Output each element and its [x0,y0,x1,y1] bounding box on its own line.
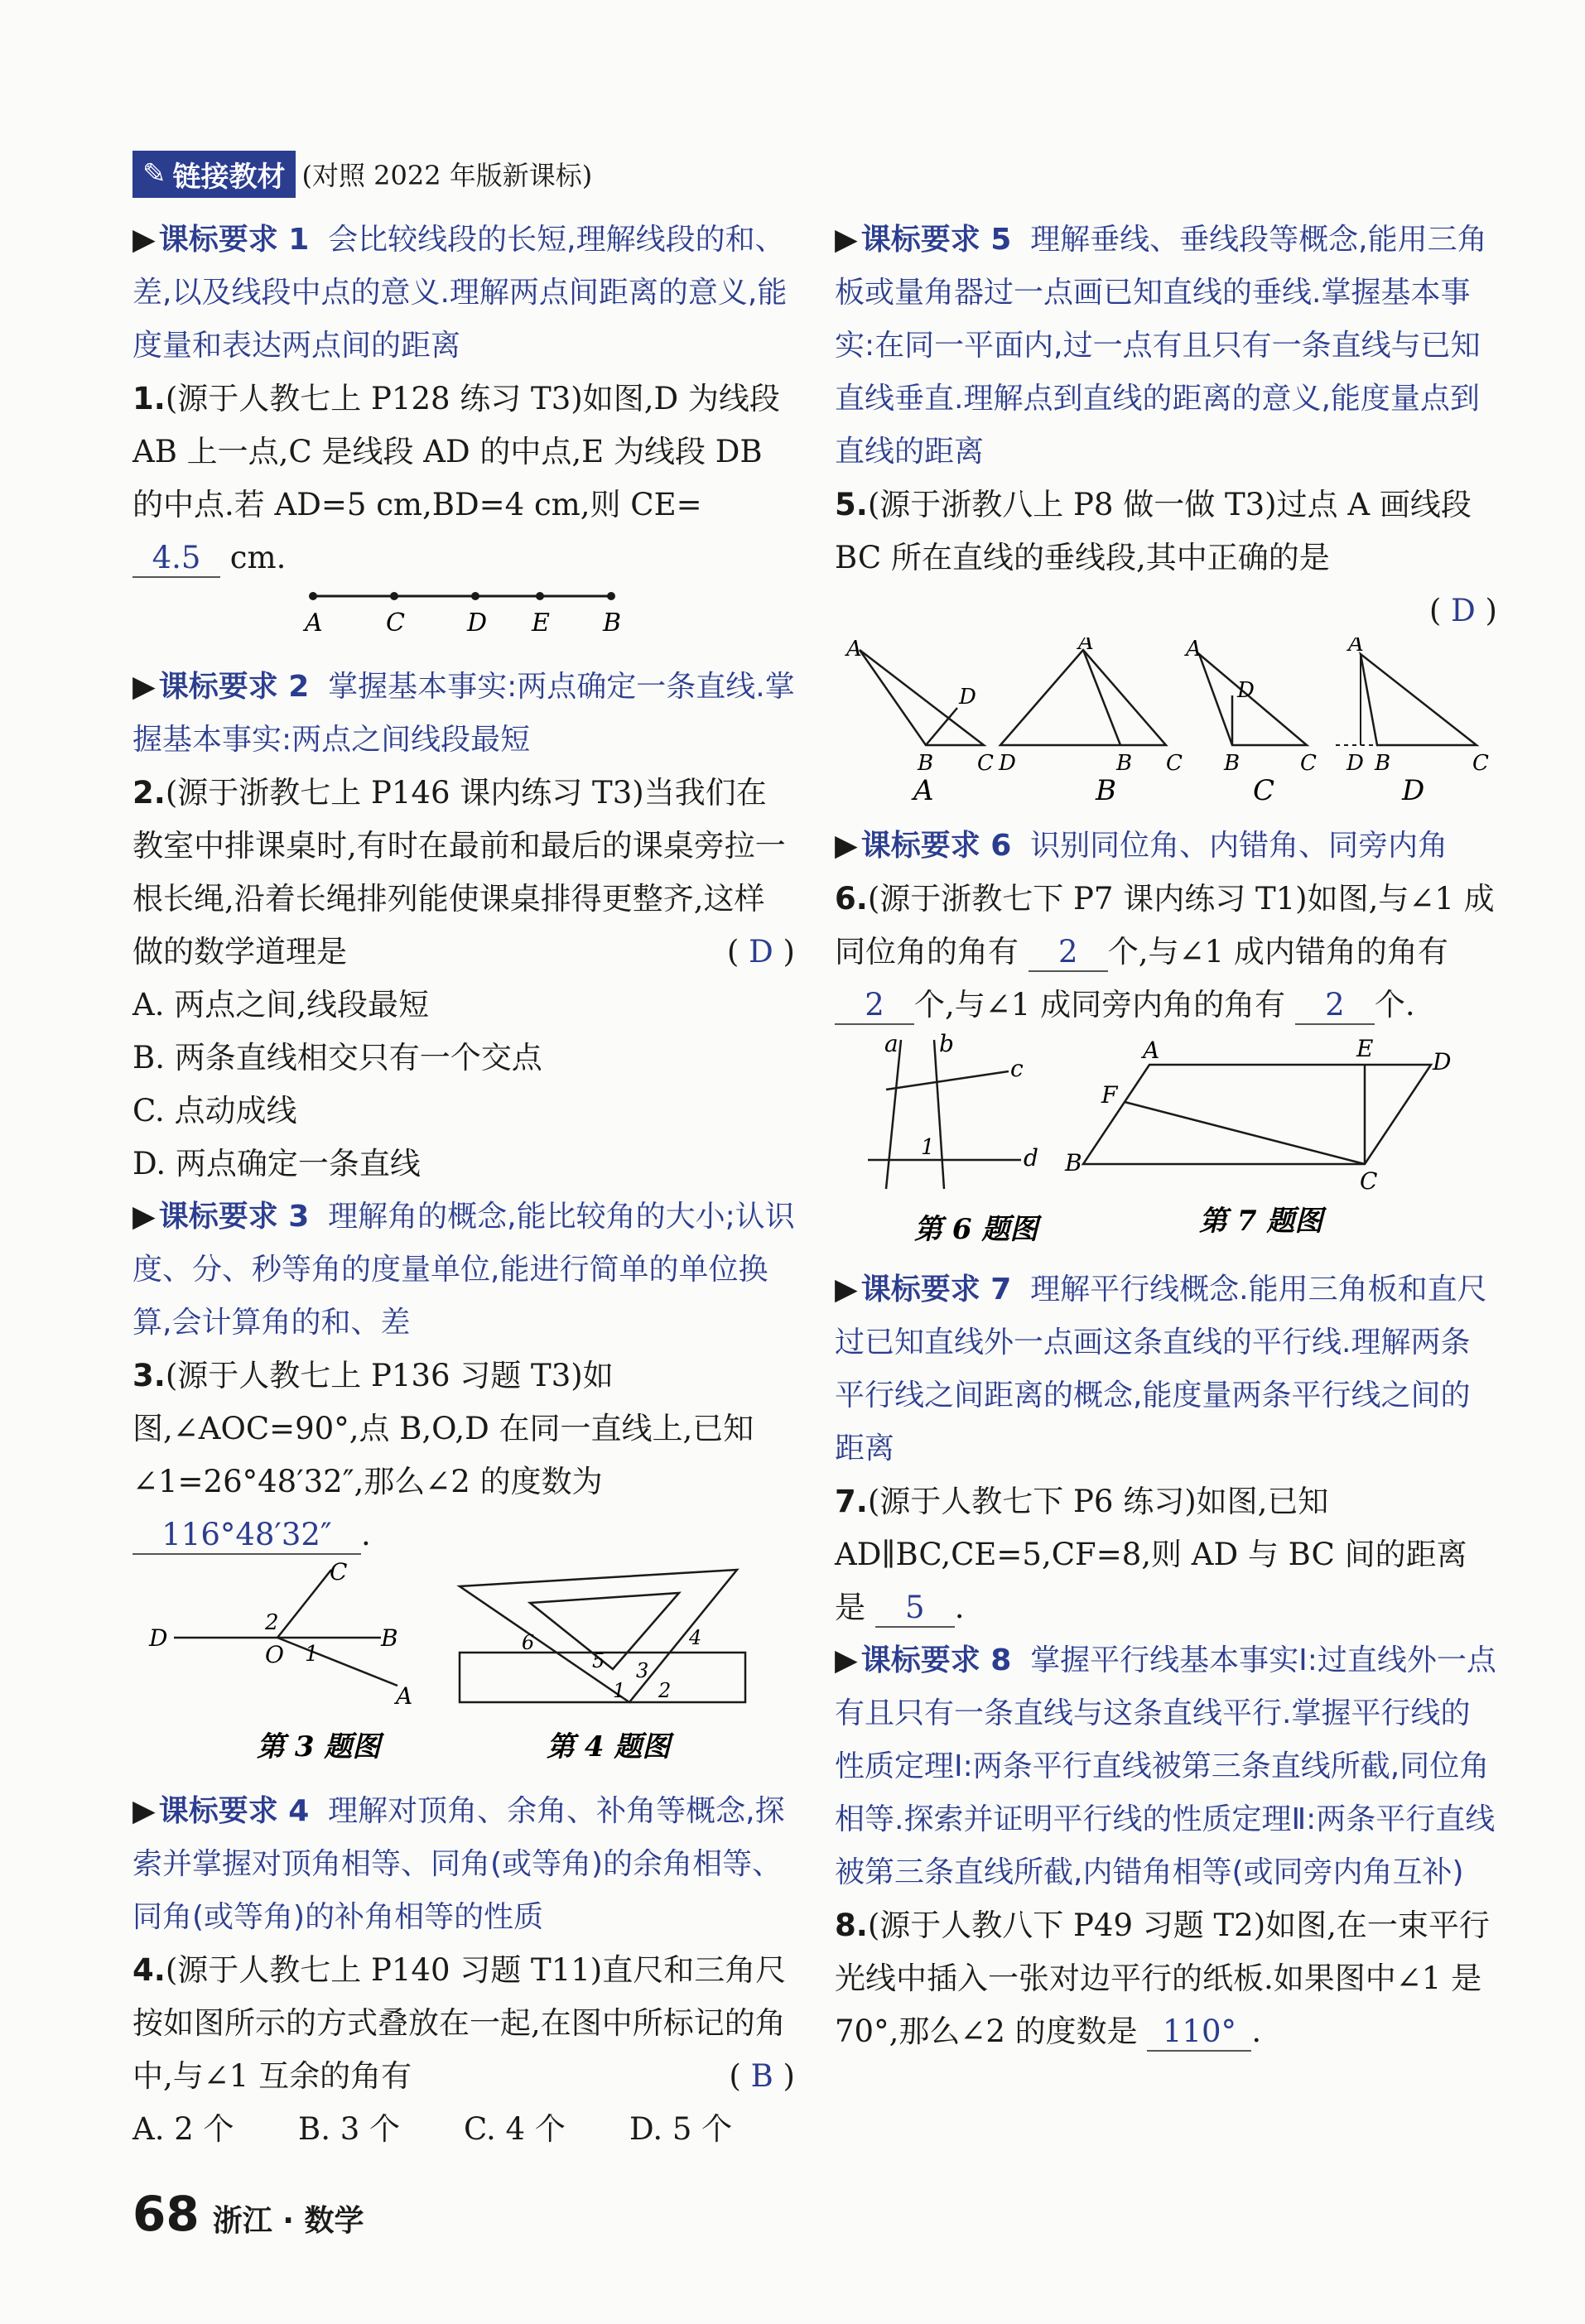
triangle-bullet-icon: ▶ [835,1643,858,1677]
label-c: c [1010,1055,1024,1082]
option-label-a: A [913,774,934,803]
question-end: . [954,1590,965,1625]
svg-text:B: B [1375,751,1391,776]
label-a: a [884,1032,898,1057]
point-a [309,592,317,600]
answer-choice: D [749,934,773,970]
option-label-b: B [1096,774,1116,803]
req-tag: 课标要求 1 [158,223,310,257]
question-number: 2. [132,775,166,811]
svg-text:D: D [1347,751,1364,776]
option-label-d: D [1402,774,1425,803]
parallelogram [1083,1065,1431,1164]
label-d: D [149,1624,168,1652]
svg-text:D: D [1237,678,1255,703]
section-header [132,151,592,197]
label-b: B [1065,1149,1082,1176]
option-figure-a [845,638,994,803]
option-d: D. 5 个 [629,2111,733,2147]
svg-text:A: A [1186,638,1202,662]
curriculum-requirement-3 [132,1191,795,1350]
req-tag: 课标要求 3 [158,1200,310,1234]
question-text: (源于人教七上 P128 练习 T3)如图,D 为线段 AB 上一点,C 是线段 AD 的中点,E 为线段 DB 的中点.若 AD=5 cm,BD=4 cm,则 CE= [132,381,780,522]
svg-text:B: B [918,751,934,776]
svg-text:B: B [1224,751,1241,776]
figure-q3 [148,1561,412,1763]
option-b: B. 两条直线相交只有一个交点 [132,1040,542,1075]
question-5 [835,479,1497,585]
figure-caption: 第 6 题图 [914,1213,1038,1246]
option-label-c: C [1253,774,1275,803]
figure-caption: 第 7 题图 [1199,1205,1323,1238]
triangle-bullet-icon: ▶ [132,1200,156,1234]
option-figure-b [998,638,1183,803]
figure-q4 [460,1570,745,1763]
curriculum-requirement-2 [132,661,795,767]
triangle-bullet-icon: ▶ [835,829,858,863]
section-note: (对照 2022 年版新课标) [301,160,593,191]
options-row [132,2103,795,2156]
req-text: 会比较线段的长短,理解线段的和、差,以及线段中点的意义.理解两点间距离的意义,能度量和表达两点间的距离 [132,223,788,363]
answer-blank: 4.5 [132,540,220,578]
question-number: 3. [132,1358,166,1393]
figure-q7 [1064,1035,1451,1238]
question-text: (源于浙教七下 P7 课内练习 T1)如图,与∠1 成同位角的角有 [835,881,1495,970]
section-badge-label: 链接教材 [172,160,286,194]
question-text: 个. [1374,987,1415,1022]
question-number: 7. [835,1484,868,1519]
label-f: F [1101,1081,1118,1109]
question-number: 4. [132,1952,166,1988]
svg-text:A: A [846,638,862,662]
triangle-bullet-icon: ▶ [835,223,858,257]
label-angle-6: 6 [522,1631,535,1654]
svg-text:C: C [1472,751,1489,776]
point-e [536,592,544,600]
point-b [607,592,615,600]
svg-text:D: D [999,751,1016,776]
question-text: (源于人教八下 P49 习题 T2)如图,在一束平行光线中插入一张对边平行的纸板.如果图中∠1 是 70°,那么∠2 的度数是 [835,1908,1490,2049]
option-figure-c [1184,638,1317,803]
curriculum-requirement-6 [835,820,1497,873]
question-number: 6. [835,881,868,917]
label-c: C [1360,1167,1378,1195]
question-text: (源于人教七上 P140 习题 T11)直尺和三角尺按如图所示的方式叠放在一起,在图中所标记的角中,与∠1 互余的角有 [132,1952,787,2094]
right-column [835,214,1497,2058]
option-figure-d [1336,638,1489,803]
svg-text:A: A [1348,638,1364,657]
svg-text:B: B [1116,751,1133,776]
answer-blank: 116°48′32″ [132,1517,361,1555]
req-text: 理解垂线、垂线段等概念,能用三角板或量角器过一点画已知直线的垂线.掌握基本事实:在同一平面内,过一点有且只有一条直线与已知直线垂直.理解点到直线的距离的意义,能度量点到直线的距离 [835,223,1487,469]
label-d: d [1024,1144,1038,1172]
req-tag: 课标要求 5 [860,223,1012,257]
triangle-bullet-icon: ▶ [132,670,156,704]
question-end: . [1251,2014,1262,2049]
label-angle-1: 1 [921,1135,935,1160]
label-d: D [467,609,488,638]
label-angle-1: 1 [305,1642,319,1667]
left-column [132,214,795,2156]
page-number: 68 [132,2186,200,2242]
unit: cm. [229,540,287,575]
figure-q1-segment [132,585,795,644]
label-e: E [1356,1035,1374,1062]
figure-caption: 第 4 题图 [547,1730,671,1763]
answer-choice: B [750,2058,773,2094]
svg-text:A: A [1078,638,1094,655]
label-angle-3: 3 [636,1659,649,1682]
point-d [471,592,479,600]
label-angle-5: 5 [592,1649,605,1672]
option-a: A. 两点之间,线段最短 [132,987,430,1022]
option-d: D. 两点确定一条直线 [132,1146,421,1181]
svg-text:C: C [977,751,994,776]
question-4: 4.(源于人教七上 P140 习题 T11)直尺和三角尺按如图所示的方式叠放在一起,在图中所标记的角中,与∠1 互余的角有 ( B ) [132,1952,795,2094]
curriculum-requirement-1 [132,214,795,373]
option-b: B. 3 个 [298,2111,401,2147]
figure-q6 [868,1032,1042,1246]
label-c: C [386,609,405,638]
answer-blank-alternate: 2 [835,987,914,1025]
req-tag: 课标要求 6 [860,829,1012,863]
req-tag: 课标要求 2 [158,670,310,704]
option-a: A. 2 个 [132,2111,234,2147]
label-b: B [603,609,622,638]
figures-q3-q4 [132,1561,795,1768]
label-b: b [939,1032,954,1057]
question-7 [835,1475,1497,1634]
svg-text:C: C [1166,751,1183,776]
question-8 [835,1899,1497,2058]
svg-text:D: D [959,685,976,710]
answer-blank: 110° [1147,2014,1251,2052]
answer-blank-interior: 2 [1295,987,1375,1025]
label-angle-2: 2 [658,1679,672,1702]
question-text: 个,与∠1 成内错角的角有 [1107,934,1448,970]
answer-blank: 5 [875,1590,955,1628]
label-angle-4: 4 [689,1626,702,1649]
answer-paren: ( D ) [1428,593,1497,628]
answer-blank-corresponding: 2 [1029,934,1108,972]
question-3: 3.(源于人教七上 P136 习题 T3)如图,∠AOC=90°,点 B,O,D 在同一直线上,已知∠1=26°48′32″,那么∠2 的度数为 116°48′32″ . [132,1350,795,1561]
triangle-bullet-icon: ▶ [132,1794,156,1828]
label-a: A [305,609,323,638]
label-c: C [330,1561,348,1585]
req-text: 理解平行线概念.能用三角板和直尺过已知直线外一点画这条直线的平行线.理解两条平行线之间距离的概念,能度量两条平行线之间的距离 [835,1273,1487,1465]
curriculum-requirement-7 [835,1263,1497,1475]
figure-caption: 第 3 题图 [257,1730,381,1763]
question-number: 8. [835,1908,868,1943]
book-title: 浙江 · 数学 [212,2204,364,2238]
page-footer [132,2186,364,2242]
question-6 [835,873,1497,1032]
question-text: (源于人教七上 P136 习题 T3)如图,∠AOC=90°,点 B,O,D 在同一直线上,已知∠1=26°48′32″,那么∠2 的度数为 [132,1358,754,1499]
question-number: 5. [835,487,868,522]
req-text: 识别同位角、内错角、同旁内角 [1030,829,1448,863]
label-angle-1: 1 [613,1679,626,1702]
question-text: (源于人教七下 P6 练习)如图,已知 AD∥BC,CE=5,CF=8,则 AD 与 BC 间的距离是 [835,1484,1467,1625]
req-text: 掌握平行线基本事实Ⅰ:过直线外一点有且只有一条直线与这条直线平行.掌握平行线的性质定理Ⅰ:两条平行直线被第三条直线所截,同位角相等.探索并证明平行线的性质定理Ⅱ:两条平行直线被第三条直线所截,内错角相等(或同旁内角互补) [835,1643,1496,1889]
label-d: D [1433,1048,1452,1075]
label-e: E [532,609,550,638]
question-text: 个,与∠1 成同旁内角的角有 [914,987,1286,1022]
question-number: 1. [132,381,166,416]
question-2: 2.(源于浙教七上 P146 课内练习 T3)当我们在教室中排课桌时,有时在最前和最后的课桌旁拉一根长绳,沿着长绳排列能使课桌排得更整齐,这样做的数学道理是 ( D ) [132,775,795,970]
req-tag: 课标要求 8 [860,1643,1012,1677]
label-o: O [265,1641,284,1668]
question-text: (源于浙教七上 P146 课内练习 T3)当我们在教室中排课桌时,有时在最前和最后的课桌旁拉一根长绳,沿着长绳排列能使课桌排得更整齐,这样做的数学道理是 [132,775,786,970]
svg-text:C: C [1300,751,1317,776]
point-c [390,592,398,600]
option-c: C. 4 个 [464,2111,566,2147]
question-1 [132,373,795,585]
question-text: (源于浙教八上 P8 做一做 T3)过点 A 画线段 BC 所在直线的垂线段,其中正确的是 [835,487,1472,575]
req-text: 掌握基本事实:两点确定一条直线.掌握基本事实:两点之间线段最短 [132,670,795,757]
curriculum-requirement-4 [132,1785,795,1944]
req-tag: 课标要求 4 [158,1794,310,1828]
option-c: C. 点动成线 [132,1093,297,1128]
req-tag: 课标要求 7 [860,1273,1012,1306]
label-a: A [1143,1037,1160,1064]
req-text: 理解角的概念,能比较角的大小;认识度、分、秒等角的度量单位,能进行简单的单位换算,会计算角的和、差 [132,1200,795,1340]
req-text: 理解对顶角、余角、补角等概念,探索并掌握对顶角相等、同角(或等角)的余角相等、同角(或等角)的补角相等的性质 [132,1794,785,1934]
figures-q6-q7 [835,1032,1497,1247]
figure-q5-options [835,638,1497,803]
triangle-bullet-icon: ▶ [132,223,156,257]
section-badge [132,151,296,198]
answer-choice: D [1451,593,1476,628]
pencil-icon: ✎ [142,157,166,190]
curriculum-requirement-5 [835,214,1497,479]
label-a: A [396,1682,413,1710]
curriculum-requirement-8 [835,1634,1497,1899]
triangle-bullet-icon: ▶ [835,1273,858,1306]
label-b: B [381,1624,398,1652]
label-angle-2: 2 [265,1610,279,1635]
